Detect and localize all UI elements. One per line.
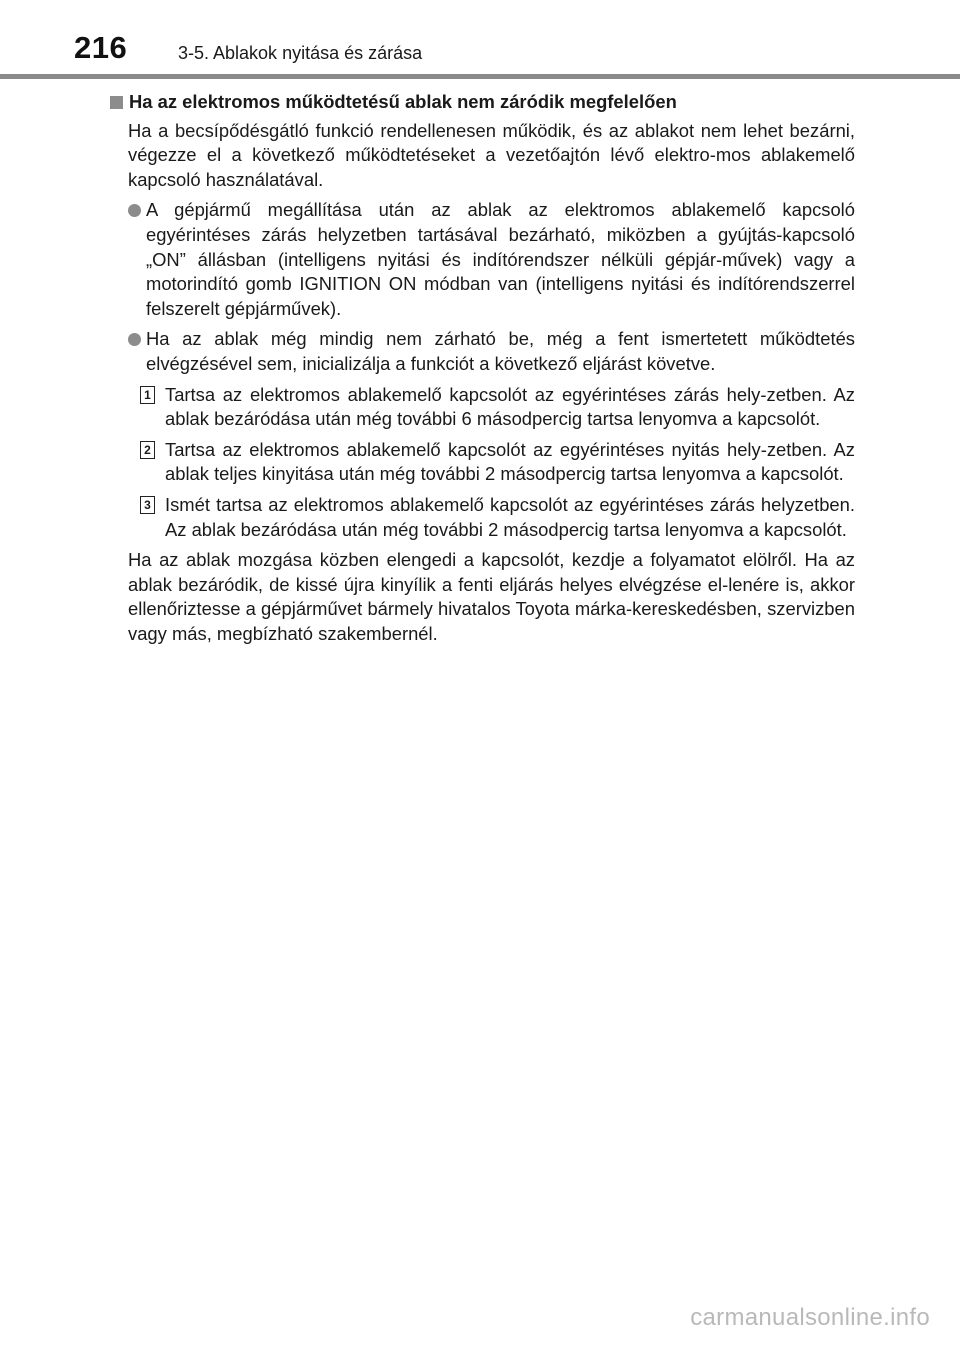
step-item [140,383,855,432]
page-number: 216 [74,30,128,65]
step-item [140,493,855,542]
watermark: carmanualsonline.info [690,1304,930,1331]
subsection-heading [110,90,855,115]
subsection-heading-text: Ha az elektromos működtetésű ablak nem záródik megfelelően [129,91,677,112]
page-header [0,0,960,80]
content [110,90,855,646]
step-text: Tartsa az elektromos ablakemelő kapcsolót az egyérintéses zárás hely-zetben. Az ablak bezáródása után még további 6 másodpercig tartsa lenyomva a kapcsolót. [165,383,855,430]
step-number-badge: 1 [140,386,155,404]
step-number-badge: 2 [140,441,155,459]
step-number-badge: 3 [140,496,155,514]
circle-bullet-icon [128,333,141,346]
intro-paragraph: Ha a becsípődésgátló funkció rendellenesen működik, és az ablakot nem lehet bezárni, végezze el a következő működtetéseket a vezetőajtón lévő elektro-mos ablakemelő kapcsoló használatával. [128,119,855,190]
header-divider [0,74,960,79]
step-text: Ismét tartsa az elektromos ablakemelő kapcsolót az egyérintéses zárás helyzetben. Az ablak bezáródása után még további 2 másodpercig tartsa lenyomva a kapcsolót. [165,493,855,540]
circle-bullet-icon [128,204,141,217]
square-icon [110,96,123,109]
bullet-item [128,327,855,376]
section-title: 3-5. Ablakok nyitása és zárása [178,43,423,63]
closing-paragraph: Ha az ablak mozgása közben elengedi a kapcsolót, kezdje a folyamatot elölről. Ha az ablak bezáródik, de kissé újra kinyílik a fenti eljárás helyes elvégzése el-lenére is, akkor ellenőriztesse a gépjárművet bármely hivatalos Toyota márka-kereskedésben, szervizben vagy más, megbízható szakembernél. [128,549,855,644]
step-item [140,438,855,487]
step-text: Tartsa az elektromos ablakemelő kapcsolót az egyérintéses nyitás hely-zetben. Az ablak teljes kinyitása után még további 2 másodpercig tartsa lenyomva a kapcsolót. [165,438,855,485]
bullet-text: A gépjármű megállítása után az ablak az elektromos ablakemelő kapcsoló egyérintéses zárás helyzetben tartásával bezárható, miközben a gyújtás-kapcsoló „ON” állásban (intelligens nyitási és indítórendszer nélküli gépjár-művek) vagy a motorindító gomb IGNITION ON módban van (intelligens nyitási és indítórendszerrel felszerelt gépjárművek). [146,199,855,319]
bullet-text: Ha az ablak még mindig nem zárható be, még a fent ismertetett működtetés elvégzésével sem, inicializálja a funkciót a következő eljárást követve. [146,328,855,374]
bullet-item [128,198,855,321]
